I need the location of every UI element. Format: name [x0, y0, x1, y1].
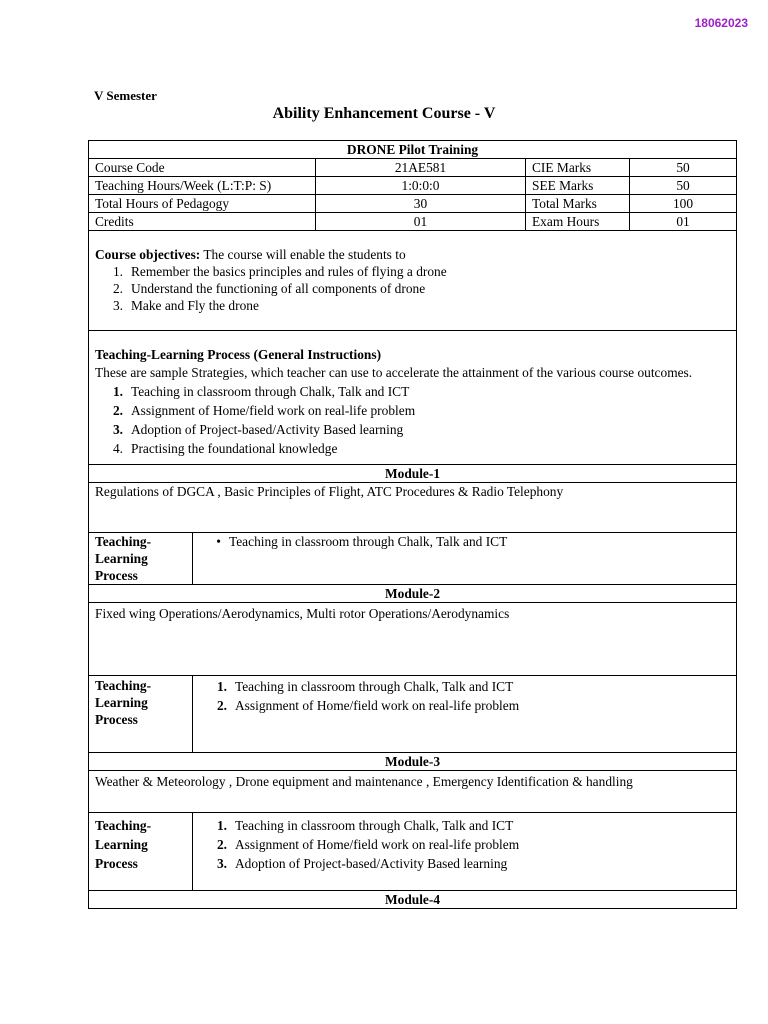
item-text: Assignment of Home/field work on real-life problem	[235, 698, 520, 713]
module-header-row	[89, 891, 737, 909]
tlp-methods-list	[199, 677, 730, 715]
item-number: 1.	[112, 384, 123, 399]
table-row	[89, 195, 737, 213]
item-text: Assignment of Home/field work on real-life problem	[235, 837, 520, 852]
item-text: Adoption of Project-based/Activity Based learning	[235, 856, 508, 871]
list-item	[199, 835, 730, 854]
tlp-label-line: Process	[95, 568, 138, 583]
item-text: Remember the basics principles and rules of flying a drone	[131, 264, 447, 279]
list-item	[95, 382, 730, 401]
item-number: 2.	[112, 281, 123, 296]
row-label-2: CIE Marks	[526, 159, 630, 177]
table-row	[89, 213, 737, 231]
list-item	[199, 677, 730, 696]
item-text: Teaching in classroom through Chalk, Talk and ICT	[229, 534, 508, 549]
row-value-2: 50	[630, 177, 737, 195]
module-content-row	[89, 771, 737, 813]
row-value-2: 50	[630, 159, 737, 177]
tlp-general-cell	[89, 331, 737, 465]
row-label-2: Exam Hours	[526, 213, 630, 231]
row-value-2: 01	[630, 213, 737, 231]
row-label: Course Code	[89, 159, 316, 177]
tlp-methods	[193, 676, 737, 753]
module-header-row	[89, 465, 737, 483]
row-label-2: SEE Marks	[526, 177, 630, 195]
tlp-label-line: Learning	[95, 695, 148, 710]
list-item	[95, 401, 730, 420]
module-content-row	[89, 483, 737, 533]
tlp-intro: These are sample Strategies, which teacher can use to accelerate the attainment of the various course outcomes.	[95, 365, 693, 380]
list-item	[95, 420, 730, 439]
module-header-row	[89, 585, 737, 603]
item-number: 1.	[216, 679, 227, 694]
objectives-cell	[89, 231, 737, 331]
row-label: Teaching Hours/Week (L:T:P: S)	[89, 177, 316, 195]
item-number: 1.	[112, 264, 123, 279]
course-name: DRONE Pilot Training	[89, 141, 737, 159]
tlp-label	[89, 813, 193, 891]
module-content: Fixed wing Operations/Aerodynamics, Multi rotor Operations/Aerodynamics	[89, 603, 737, 676]
table-row	[89, 159, 737, 177]
module-content: Weather & Meteorology , Drone equipment and maintenance , Emergency Identification & handling	[89, 771, 737, 813]
tlp-methods	[193, 533, 737, 585]
item-text: Assignment of Home/field work on real-life problem	[131, 403, 416, 418]
tlp-label-line: Process	[95, 712, 138, 727]
tlp-label-line: Learning	[95, 551, 148, 566]
row-value-2: 100	[630, 195, 737, 213]
table-row	[89, 177, 737, 195]
list-item	[199, 816, 730, 835]
row-value: 21AE581	[316, 159, 526, 177]
item-number: 3.	[216, 856, 227, 871]
list-item	[95, 297, 730, 314]
module-title: Module-1	[89, 465, 737, 483]
syllabus-table	[88, 140, 737, 909]
course-title: Ability Enhancement Course - V	[272, 105, 496, 122]
tlp-label-line: Teaching-	[95, 818, 152, 833]
module-header-row	[89, 753, 737, 771]
objectives-heading: Course objectives:	[95, 247, 201, 262]
list-item	[199, 854, 730, 873]
item-number: 3.	[112, 298, 123, 313]
list-item	[95, 280, 730, 297]
item-number: 2.	[112, 403, 123, 418]
item-number: 3.	[112, 422, 123, 437]
item-text: Practising the foundational knowledge	[131, 441, 338, 456]
objectives-list	[95, 263, 730, 314]
document-id: 18062023	[694, 16, 748, 30]
module-tlp-row	[89, 533, 737, 585]
bullet-icon: •	[216, 534, 221, 549]
tlp-label-line: Teaching-	[95, 534, 152, 549]
row-value: 1:0:0:0	[316, 177, 526, 195]
objectives-intro	[95, 246, 730, 263]
tlp-list	[95, 382, 730, 458]
module-content: Regulations of DGCA , Basic Principles of Flight, ATC Procedures & Radio Telephony	[89, 483, 737, 533]
tlp-methods-list	[199, 816, 730, 873]
tlp-heading: Teaching-Learning Process (General Instructions)	[95, 347, 382, 362]
tlp-methods-list	[199, 533, 730, 550]
module-tlp-row	[89, 676, 737, 753]
tlp-methods	[193, 813, 737, 891]
row-label: Credits	[89, 213, 316, 231]
item-number: 2.	[216, 698, 227, 713]
tlp-label-line: Teaching-	[95, 678, 152, 693]
list-item	[95, 439, 730, 458]
item-text: Teaching in classroom through Chalk, Talk and ICT	[235, 818, 514, 833]
module-content-row	[89, 603, 737, 676]
objectives-row	[89, 231, 737, 331]
tlp-general-row	[89, 331, 737, 465]
row-label-2: Total Marks	[526, 195, 630, 213]
list-item	[95, 263, 730, 280]
tlp-label-line: Process	[95, 856, 138, 871]
tlp-label	[89, 676, 193, 753]
course-name-row	[89, 141, 737, 159]
item-number: 1.	[216, 818, 227, 833]
item-number: 4.	[112, 441, 123, 456]
row-label: Total Hours of Pedagogy	[89, 195, 316, 213]
row-value: 30	[316, 195, 526, 213]
item-text: Make and Fly the drone	[131, 298, 259, 313]
module-title: Module-4	[89, 891, 737, 909]
item-text: Teaching in classroom through Chalk, Talk and ICT	[131, 384, 410, 399]
item-number: 2.	[216, 837, 227, 852]
list-item	[199, 533, 730, 550]
module-title: Module-3	[89, 753, 737, 771]
tlp-label	[89, 533, 193, 585]
row-value: 01	[316, 213, 526, 231]
semester-label: V Semester	[94, 88, 157, 103]
item-text: Adoption of Project-based/Activity Based learning	[131, 422, 404, 437]
item-text: Understand the functioning of all components of drone	[131, 281, 426, 296]
list-item	[199, 696, 730, 715]
tlp-label-line: Learning	[95, 837, 148, 852]
module-title: Module-2	[89, 585, 737, 603]
objectives-intro-text: The course will enable the students to	[200, 247, 406, 262]
module-tlp-row	[89, 813, 737, 891]
item-text: Teaching in classroom through Chalk, Talk and ICT	[235, 679, 514, 694]
